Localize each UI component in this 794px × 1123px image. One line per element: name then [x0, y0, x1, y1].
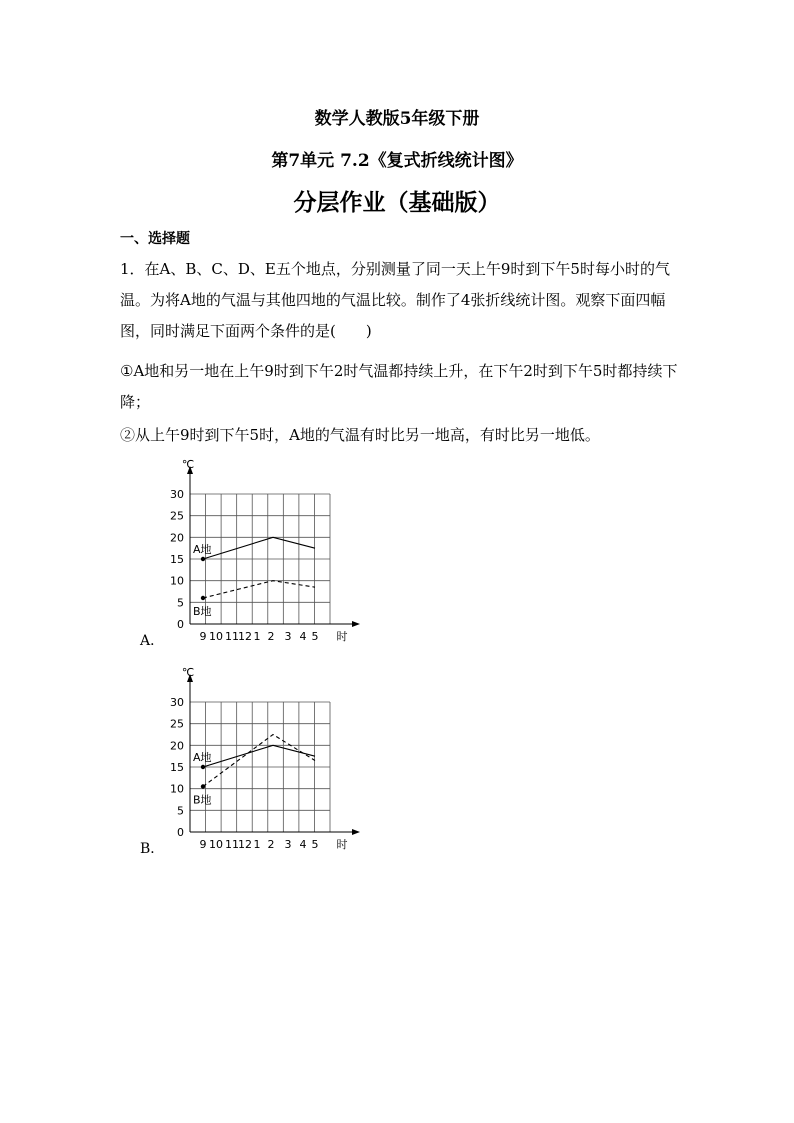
- series-start-point: [201, 784, 205, 788]
- x-tick-label: 1: [253, 838, 261, 851]
- x-tick-label: 12: [238, 838, 252, 851]
- series-label: B地: [193, 605, 212, 618]
- chart-option-b: [150, 660, 370, 860]
- y-tick-label: 0: [177, 618, 184, 631]
- option-b-label[interactable]: B．: [140, 841, 165, 857]
- condition-1: ①A地和另一地在上午9时到下午2时气温都持续上升，在下午2时到下午5时都持续下降；: [120, 362, 678, 411]
- y-axis-label: ℃: [181, 458, 195, 471]
- y-tick-label: 15: [170, 553, 184, 566]
- x-axis-label: 时: [336, 838, 348, 851]
- x-tick-label: 5: [311, 838, 319, 851]
- x-axis-arrow: [352, 829, 360, 835]
- chart-option-a: [150, 452, 370, 652]
- series-line-a: [203, 745, 315, 767]
- x-tick-label: 11: [225, 838, 239, 851]
- x-tick-label: 2: [267, 630, 275, 643]
- series-label: A地: [193, 751, 212, 764]
- series-label: B地: [193, 793, 212, 807]
- series-start-point: [201, 557, 205, 561]
- y-tick-label: 20: [170, 739, 184, 753]
- x-tick-label: 1: [253, 630, 261, 643]
- condition-2: ②从上午9时到下午5时，A地的气温有时比另一地高，有时比另一地低。: [120, 426, 600, 444]
- doc-heading: 分层作业（基础版）: [293, 189, 501, 216]
- series-line-b: [203, 735, 315, 787]
- series-start-point: [201, 596, 205, 600]
- series-label: A地: [193, 543, 212, 556]
- x-tick-label: 3: [284, 630, 292, 643]
- y-tick-label: 20: [170, 531, 184, 545]
- y-tick-label: 10: [170, 782, 184, 796]
- y-tick-label: 5: [177, 596, 184, 610]
- x-tick-label: 10: [209, 838, 223, 851]
- y-tick-label: 15: [170, 761, 184, 774]
- option-a-label[interactable]: A．: [140, 633, 165, 649]
- y-axis-label: ℃: [181, 666, 195, 679]
- section-label: 一、选择题: [120, 231, 190, 247]
- y-tick-label: 30: [170, 696, 184, 709]
- x-tick-label: 2: [267, 838, 275, 851]
- doc-subtitle: 第7单元 7.2《复式折线统计图》: [271, 151, 523, 171]
- series-line-b: [203, 581, 315, 598]
- y-tick-label: 25: [170, 509, 184, 523]
- x-tick-label: 4: [299, 838, 307, 851]
- x-tick-label: 10: [209, 630, 223, 643]
- x-tick-label: 5: [311, 630, 319, 643]
- x-tick-label: 9: [199, 630, 207, 643]
- series-line-a: [203, 537, 315, 559]
- x-axis-arrow: [352, 621, 360, 627]
- x-tick-label: 11: [225, 630, 239, 643]
- question-text: 1．在A、B、C、D、E五个地点，分别测量了同一天上午9时到下午5时每小时的气温。为将A地的气温与其他四地的气温比较。制作了4张折线统计图。观察下面四幅图，同时满足下面两个条件的是( ): [120, 260, 670, 340]
- y-tick-label: 10: [170, 574, 184, 588]
- y-tick-label: 5: [177, 804, 184, 818]
- y-tick-label: 25: [170, 717, 184, 731]
- x-axis-label: 时: [336, 630, 348, 643]
- x-tick-label: 4: [299, 630, 307, 643]
- x-tick-label: 12: [238, 630, 252, 643]
- x-tick-label: 9: [199, 838, 207, 851]
- y-tick-label: 0: [177, 826, 184, 839]
- series-start-point: [201, 765, 205, 769]
- y-tick-label: 30: [170, 488, 184, 501]
- doc-title: 数学人教版5年级下册: [314, 109, 480, 129]
- x-tick-label: 3: [284, 838, 292, 851]
